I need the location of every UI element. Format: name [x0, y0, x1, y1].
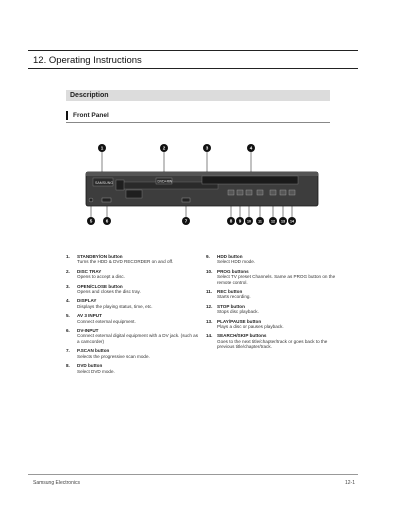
svg-text:7: 7	[184, 218, 188, 224]
list-item: 7. P.SCAN button Selects the progressive scan mode.	[66, 348, 150, 359]
list-item: 14. SEARCH/SKIP buttons Goes to the next title/chapter/track or goes back to the previous title/chapter/track.	[206, 333, 328, 350]
section-heading: Front Panel	[66, 111, 109, 120]
callout-10	[245, 217, 253, 225]
svg-text:14: 14	[290, 219, 294, 224]
callout-1	[98, 144, 106, 152]
list-item: 6. DV-INPUT Connect external digital equipment with a DV jack. (such as a camcorder)	[66, 328, 199, 344]
dvd-logo: DVD+RW	[157, 179, 173, 184]
description-bar: Description	[66, 90, 330, 101]
chapter-rule	[28, 68, 358, 69]
svg-text:11: 11	[258, 219, 262, 224]
callout-14	[288, 217, 296, 225]
callout-6	[103, 217, 111, 225]
callout-3	[203, 144, 211, 152]
list-item: 4. DISPLAY Displays the playing status, time, etc.	[66, 298, 153, 309]
list-item: 11. REC button Starts recording.	[206, 289, 251, 300]
callout-7	[182, 217, 190, 225]
svg-text:2: 2	[162, 145, 166, 151]
list-item: 5. AV 3 INPUT Connect external equipment.	[66, 313, 136, 324]
list-item: 9. HDD button Select HDD mode.	[206, 254, 256, 265]
callout-12	[269, 217, 277, 225]
page-number: 12-1	[344, 480, 355, 486]
list-item: 10. PROG buttons Select TV preset Channels. Same as PROG button on the remote control.	[206, 268, 336, 285]
callout-9	[236, 217, 244, 225]
list-item: 8. DVD button Select DVD mode.	[66, 363, 115, 374]
footer-company: Samsung Electronics	[33, 480, 80, 486]
list-item: 2. DISC TRAY Opens to accept a disc.	[66, 268, 126, 280]
callout-5	[87, 217, 95, 225]
display-window	[202, 176, 298, 184]
svg-text:12: 12	[271, 219, 275, 224]
svg-text:9: 9	[238, 218, 242, 224]
callout-8	[227, 217, 235, 225]
svg-text:8: 8	[229, 218, 233, 224]
callout-11	[256, 217, 264, 225]
items-column-left	[66, 254, 201, 378]
front-panel-figure	[78, 138, 326, 238]
list-item: 3. OPEN/CLOSE button Opens and closes the disc tray.	[66, 283, 141, 295]
svg-text:1: 1	[100, 145, 104, 151]
top-rule	[28, 50, 358, 51]
brand-logo: SAMSUNG	[95, 181, 114, 185]
svg-text:10: 10	[247, 219, 251, 224]
svg-text:5: 5	[89, 218, 93, 224]
callout-2	[160, 144, 168, 152]
svg-text:4: 4	[249, 145, 253, 151]
section-rule	[66, 122, 330, 123]
chapter-title: 12. Operating Instructions	[33, 55, 142, 66]
list-item: 12. STOP button Stops disc playback.	[206, 303, 259, 315]
items-column-right	[206, 254, 341, 354]
svg-text:3: 3	[205, 145, 209, 151]
footer-rule	[28, 474, 358, 475]
svg-text:13: 13	[281, 219, 285, 224]
callout-4	[247, 144, 255, 152]
svg-text:6: 6	[105, 218, 109, 224]
list-item: 1. STANDBY/ON button Turns the HDD & DVD RECORDER on and off.	[66, 254, 174, 265]
callout-13	[279, 217, 287, 225]
list-item: 13. PLAY/PAUSE button Plays a disc or pauses playback.	[206, 318, 284, 330]
